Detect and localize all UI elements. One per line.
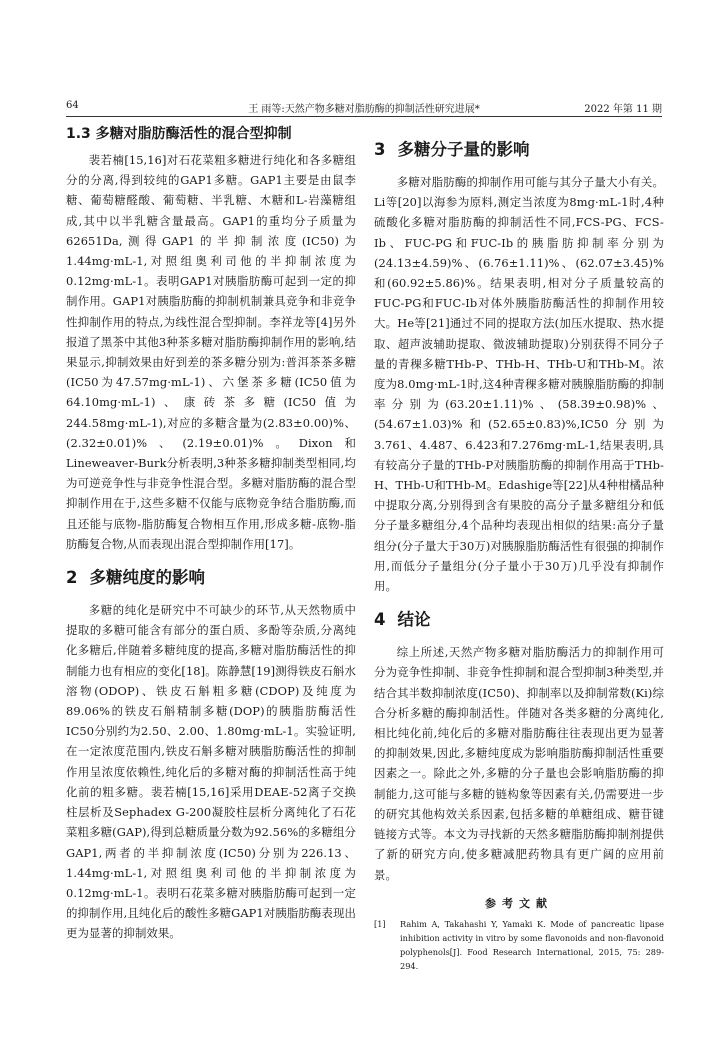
section-3-title: 多糖分子量的影响	[397, 140, 530, 159]
running-header	[66, 98, 662, 117]
right-column	[374, 124, 664, 973]
section-2-number: 2	[66, 568, 78, 588]
section-4-paragraph: 综上所述,天然产物多糖对脂肪酶活力的抑制作用可分为竞争性抑制、非竞争性抑制和混合型抑制3种类型,并结合其半数抑制浓度(IC50)、抑制率以及抑制常数(Ki)综合分析多糖的酶抑制活性。伴随对各类多糖的分离纯化,相比纯化前,纯化后的多糖对脂肪酶往往表现出更为显著的抑制效果,因此,多糖纯度成为影响脂肪酶抑制活性重要因素之一。除此之外,多糖的分子量也会影响脂肪酶的抑制能力,这可能与多糖的链构象等因素有关,仍需要进一步的研究其他构效关系因素,包括多糖的单糖组成、糖苷键链接方式等。本文为寻找新的天然多糖脂肪酶抑制剂提供了新的研究方向,使多糖减肥药物具有更广阔的应用前景。	[374, 645, 664, 882]
left-column	[66, 124, 356, 944]
page-number: 64	[66, 100, 79, 111]
section-3-paragraph: 多糖对脂肪酶的抑制作用可能与其分子量大小有关。Li等[20]以海参为原料,测定当浓度为8mg·mL-1时,4种硫酸化多糖对脂肪酶的抑制活性不同,FCS-PG、FCS-Ib、FUC-PG和FUC-Ib的胰脂肪抑制率分别为(24.13±4.59)%、(6.76±1.11)%、(62.07±3.45)%和(60.92±5.86)%。结果表明,相对分子质量较高的FUC-PG和FUC-Ib对体外胰脂肪酶活性的抑制作用较大。He等[21]通过不同的提取方法(加压水提取、热水提取、超声波辅助提取、微波辅助提取)分别获得不同分子量的青稞多糖THb-P、THb-H、THb-U和THb-M。浓度为8.0mg·mL-1时,这4种青稞多糖对胰腺脂肪酶的抑制率分别为(63.20±1.11)%、(58.39±0.98)%、(54.67±1.03)%和(52.65±0.83)%,IC50分别为3.761、4.487、6.423和7.276mg·mL-1,结果表明,具有较高分子量的THb-P对胰脂肪酶的抑制作用高于THb-H、THb-U和THb-M。Edashige等[22]从4种柑橘品种中提取分离,分别得到含有果胶的高分子量多糖组分和低分子量多糖组分,4个品种均表现出相似的结果:高分子量组分(分子量大于30万)对胰腺脂肪酶活性有很强的抑制作用,而低分子量组分(分子量小于30万)几乎没有抑制作用。	[374, 175, 664, 594]
references-heading: 参考文献	[485, 896, 553, 910]
issue-label: 2022 年第 11 期	[584, 104, 662, 115]
reference-item	[374, 917, 664, 973]
subsection-1-3-title: 1.3 多糖对脂肪酶活性的混合型抑制	[66, 126, 292, 142]
section-4-title: 结论	[397, 610, 431, 630]
reference-text: Rahim A, Takahashi Y, Yamaki K. Mode of pancreatic lipase inhibition activity in vitro by some flavonoids and non-flavonoid polyphenols[J]. Food Research International, 2015, 75: 289-294.	[400, 918, 664, 971]
section-2-heading	[66, 566, 356, 590]
section-3-heading	[374, 138, 664, 162]
section-2-paragraph: 多糖的纯化是研究中不可缺少的环节,从天然物质中提取的多糖可能含有部分的蛋白质、多酚等杂质,分离纯化多糖后,伴随着多糖纯度的提高,多糖对脂肪酶活性的抑制能力也有相应的变化[18]。陈静慧[19]测得铁皮石斛水溶物(ODOP)、铁皮石斛粗多糖(CDOP)及纯度为89.06%的铁皮石斛精制多糖(DOP)的胰脂肪酶活性IC50分别约为2.50、2.00、1.80mg·mL-1。实验证明,在一定浓度范围内,铁皮石斛多糖对胰脂肪酶活性的抑制作用呈浓度依赖性,纯化后的多糖对酶的抑制活性高于纯化前的粗多糖。裴若楠[15,16]采用DEAE-52离子交换柱层析及Sephadex G-200凝胶柱层析分离纯化了石花菜粗多糖(GAP),得到总糖质量分数为92.56%的多糖组分GAP1,两者的半抑制浓度(IC50)分别为226.13、1.44mg·mL-1,对照组奥利司他的半抑制浓度为0.12mg·mL-1。表明石花菜多糖对胰脂肪酶可起到一定的抑制作用,且纯化后的酸性多糖GAP1对胰脂肪酶表现出更为显著的抑制效果。	[66, 603, 356, 941]
subsection-1-3-paragraph: 裴若楠[15,16]对石花菜粗多糖进行纯化和各多糖组分的分离,得到较纯的GAP1多糖。GAP1主要是由鼠李糖、葡萄糖醛酸、葡萄糖、半乳糖、木糖和L-岩藻糖组成,其中以半乳糖含量最高。GAP1的重均分子质量为62651Da,测得GAP1的半抑制浓度(IC50)为1.44mg·mL-1,对照组奥利司他的半抑制浓度为0.12mg·mL-1。表明GAP1对胰脂肪酶可起到一定的抑制作用。GAP1对胰脂肪酶的抑制机制兼具竞争和非竞争性抑制作用的特点,为线性混合型抑制。李祥龙等[4]另外报道了黑茶中其他3种茶多糖对脂肪酶抑制作用的影响,结果显示,抑制效果由好到差的茶多糖分别为:普洱茶茶多糖(IC50为47.57mg·mL-1)、六堡茶多糖(IC50值为64.10mg·mL-1)、康砖茶多糖(IC50值为244.58mg·mL-1),对应的多糖含量为(2.83±0.00)%、(2.32±0.01)%、(2.19±0.01)%。Dixon和Lineweaver-Burk分析表明,3种茶多糖抑制类型相同,均为可逆竞争性与非竞争性混合型。多糖对脂肪酶的混合型抑制作用在于,这些多糖不仅能与底物竞争结合脂肪酶,而且还能与底物-脂肪酶复合物相互作用,形成多糖-底物-脂肪酶复合物,从而表现出混合型抑制作用[17]。	[66, 153, 356, 551]
reference-number: [1]	[374, 918, 386, 929]
section-2-title: 多糖纯度的影响	[89, 568, 205, 588]
running-title: 王 雨等:天然产物多糖对脂肪酶的抑制活性研究进展*	[248, 104, 480, 115]
section-4-heading	[374, 608, 664, 632]
section-3-number: 3	[374, 140, 386, 159]
section-4-number: 4	[374, 610, 386, 630]
